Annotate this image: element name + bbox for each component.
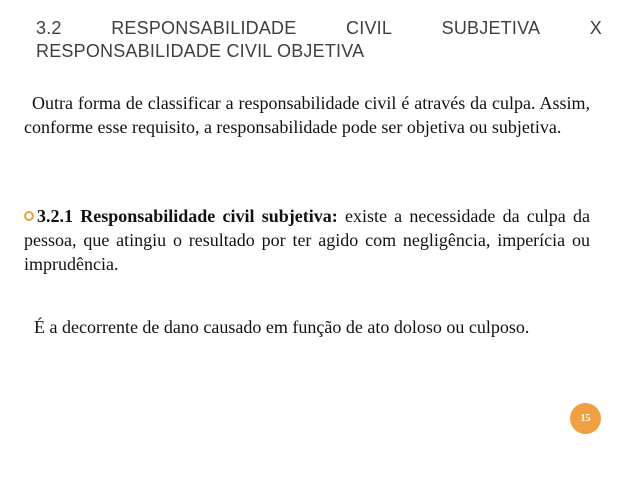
title-word: X (589, 18, 602, 38)
title-word: CIVIL (346, 18, 393, 38)
paragraph-intro (24, 91, 590, 139)
paragraph-definition (24, 315, 590, 339)
paragraph-definition-text: É a decorrente de dano causado em função de ato doloso ou culposo. (34, 317, 530, 337)
title-line-2: RESPONSABILIDADE CIVIL OBJETIVA (36, 41, 365, 61)
paragraph-intro-text: Outra forma de classificar a responsabilidade civil é através da culpa. Assim, conforme esse requisito, a responsabilidade pode ser objetiva ou subjetiva. (24, 93, 590, 137)
title-line-1 (36, 17, 602, 40)
bullet-heading: 3.2.1 Responsabilidade civil subjetiva: (37, 206, 338, 226)
bullet-text: existe a necessidade da culpa da pessoa, que atingiu o resultado por ter agido com negligência, imperícia ou imprudência. (24, 206, 590, 274)
slide-title (36, 17, 602, 63)
bullet-item-subjective (24, 204, 590, 276)
title-word: 3.2 (36, 18, 62, 38)
bullet-icon (24, 211, 34, 221)
title-word: SUBJETIVA (441, 18, 541, 38)
page-number-badge: 15 (570, 403, 601, 434)
title-word: RESPONSABILIDADE (111, 18, 297, 38)
